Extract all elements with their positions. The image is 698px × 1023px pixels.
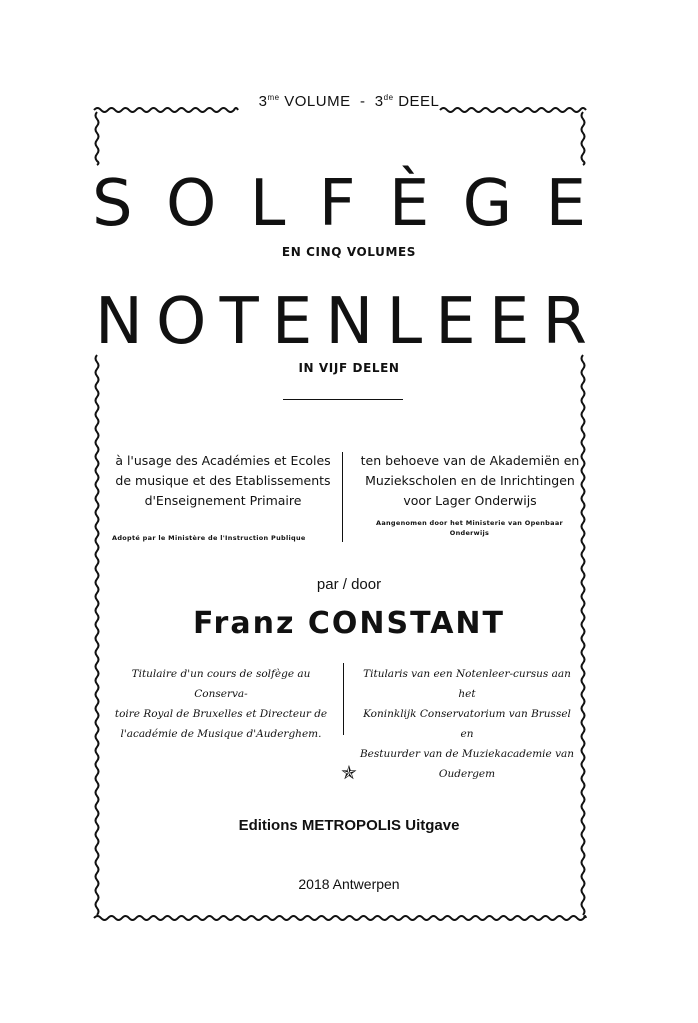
adopted-fr: Adopté par le Ministère de l'Instruction Publique [112, 534, 306, 542]
volume-heading [0, 93, 698, 110]
star-ornament-icon: ✯ [341, 762, 357, 784]
title-letter: O [156, 285, 207, 359]
volume-fr-word: VOLUME [284, 93, 351, 110]
title-letter: O [165, 167, 217, 241]
usage-fr-line: d'Enseignement Primaire [144, 493, 302, 508]
publisher-name: Editions METROPOLIS Uitgave [238, 817, 460, 834]
usage-fr-block [103, 451, 343, 511]
title-letter: N [95, 285, 143, 359]
title-letter: L [249, 167, 286, 241]
frame-left-upper-wave [96, 112, 99, 165]
subtitle-nl: IN VIJF DELEN [298, 361, 400, 375]
title-letter: E [435, 285, 476, 359]
title-letter: F [318, 167, 356, 241]
title-letter: E [271, 285, 313, 359]
title-letter: N [325, 285, 374, 359]
credentials-column-divider [343, 663, 344, 735]
usage-fr-line: à l'usage des Académies et Ecoles [115, 453, 331, 468]
volume-separator: - [359, 93, 366, 110]
usage-column-divider [342, 452, 343, 542]
adopted-nl-line: Aangenomen door het Ministerie van Openbaar [375, 519, 564, 527]
credentials-fr-line: l'académie de Musique d'Auderghem. [120, 728, 322, 740]
title-letter: E [545, 167, 586, 241]
title-letter: T [219, 285, 259, 359]
by-label: par / door [316, 576, 382, 593]
frame-bottom-wave [94, 916, 586, 920]
title-letter: G [462, 167, 513, 241]
subtitle-fr: EN CINQ VOLUMES [281, 245, 417, 259]
usage-fr-line: de musique et des Etablissements [115, 473, 331, 488]
usage-nl-block [350, 451, 590, 511]
usage-nl-line: voor Lager Onderwijs [403, 493, 537, 508]
credentials-fr [112, 664, 330, 744]
imprint-year-city: 2018 Antwerpen [298, 876, 400, 892]
author-name: Franz CONSTANT [192, 606, 506, 641]
volume-nl-word: DEEL [398, 93, 440, 110]
volume-fr-number: 3 [258, 93, 268, 110]
volume-fr-superscript: me [267, 93, 280, 102]
adopted-nl-line: Onderwijs [449, 529, 490, 537]
title-divider [283, 399, 403, 400]
title-solfege [92, 164, 586, 244]
credentials-nl-line: Koninklijk Conservatorium van Brussel en [363, 708, 571, 740]
title-letter: S [92, 167, 133, 241]
credentials-fr-line: toire Royal de Bruxelles et Directeur de [114, 708, 328, 720]
credentials-nl-line: Titularis van een Notenleer-cursus aan het [363, 668, 571, 700]
title-notenleer [95, 282, 587, 362]
usage-nl-line: ten behoeve van de Akademiën en [360, 453, 580, 468]
title-letter: R [542, 285, 587, 359]
credentials-fr-line: Titulaire d'un cours de solfège au Conserva- [131, 668, 311, 700]
adopted-nl [352, 518, 587, 538]
credentials-nl-line: Bestuurder van de Muziekacademie van [359, 748, 575, 760]
volume-nl-superscript: de [383, 93, 394, 102]
credentials-nl-line: Oudergem [438, 768, 496, 780]
title-letter: È [388, 167, 430, 241]
title-letter: E [488, 285, 530, 359]
volume-nl-number: 3 [374, 93, 384, 110]
title-letter: L [386, 285, 423, 359]
usage-nl-line: Muziekscholen en de Inrichtingen [365, 473, 575, 488]
frame-right-upper-wave [582, 112, 585, 165]
